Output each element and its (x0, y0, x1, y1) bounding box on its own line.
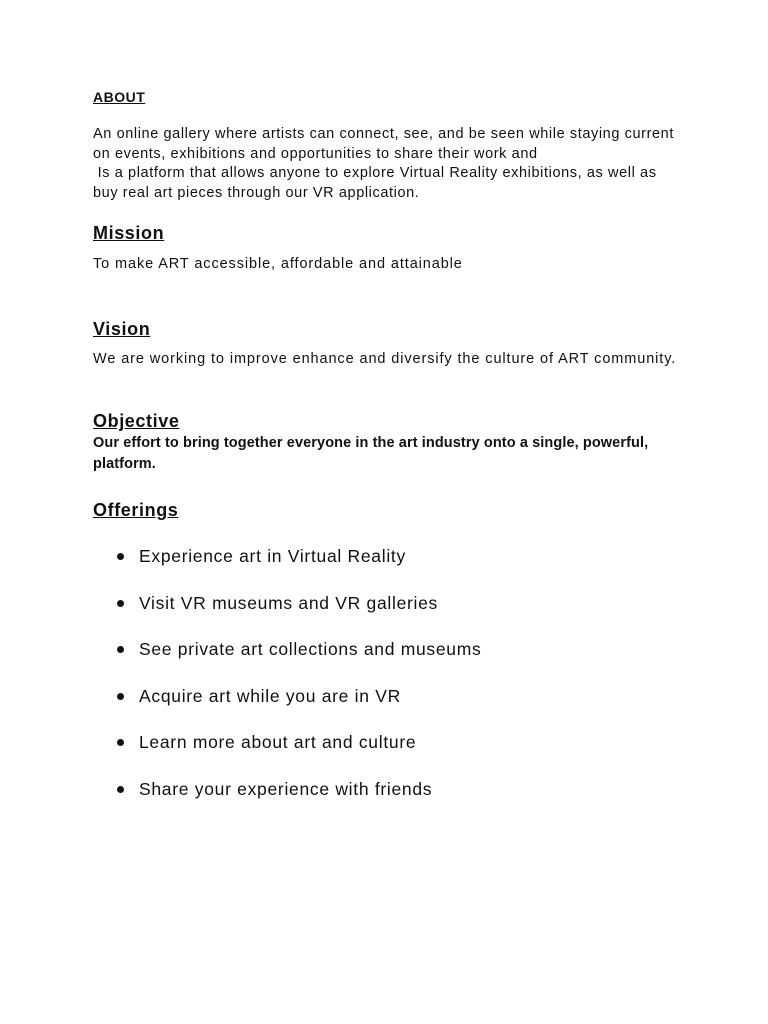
about-paragraph: An online gallery where artists can connect, see, and be seen while staying current on events, exhibitions and opportunities to share their work and (93, 126, 674, 162)
vision-heading: Vision (93, 319, 151, 339)
mission-text: To make ART accessible, affordable and attainable (93, 256, 463, 272)
offering-text: Experience art in Virtual Reality (139, 546, 406, 566)
bullet-icon (117, 646, 124, 653)
offering-text: Share your experience with friends (139, 778, 433, 799)
about-description (93, 125, 683, 203)
bullet-icon (117, 600, 124, 607)
document-content (93, 88, 683, 824)
offering-item (93, 638, 683, 660)
bullet-icon (117, 739, 124, 746)
offering-item (93, 545, 683, 567)
offering-item (93, 778, 683, 800)
offerings-list (93, 545, 683, 800)
bullet-icon (117, 693, 124, 700)
offering-item (93, 731, 683, 753)
objective-text: Our effort to bring together everyone in the art industry onto a single, powerful, platform. (93, 435, 649, 472)
about-paragraph: Is a platform that allows anyone to explore Virtual Reality exhibitions, as well as buy real art pieces through our VR application. (93, 165, 662, 201)
offering-text: Acquire art while you are in VR (139, 685, 401, 706)
offering-text: Learn more about art and culture (139, 732, 417, 752)
bullet-icon (117, 553, 124, 560)
offering-item (93, 685, 683, 707)
bullet-icon (117, 786, 124, 793)
offering-text: Visit VR museums and VR galleries (139, 592, 438, 613)
objective-heading: Objective (93, 411, 180, 431)
vision-text: We are working to improve enhance and diversify the culture of ART community. (93, 351, 677, 367)
offering-item (93, 592, 683, 614)
offering-text: See private art collections and museums (139, 639, 482, 659)
about-heading: ABOUT (93, 89, 146, 105)
offerings-heading: Offerings (93, 500, 179, 520)
mission-heading: Mission (93, 223, 165, 243)
